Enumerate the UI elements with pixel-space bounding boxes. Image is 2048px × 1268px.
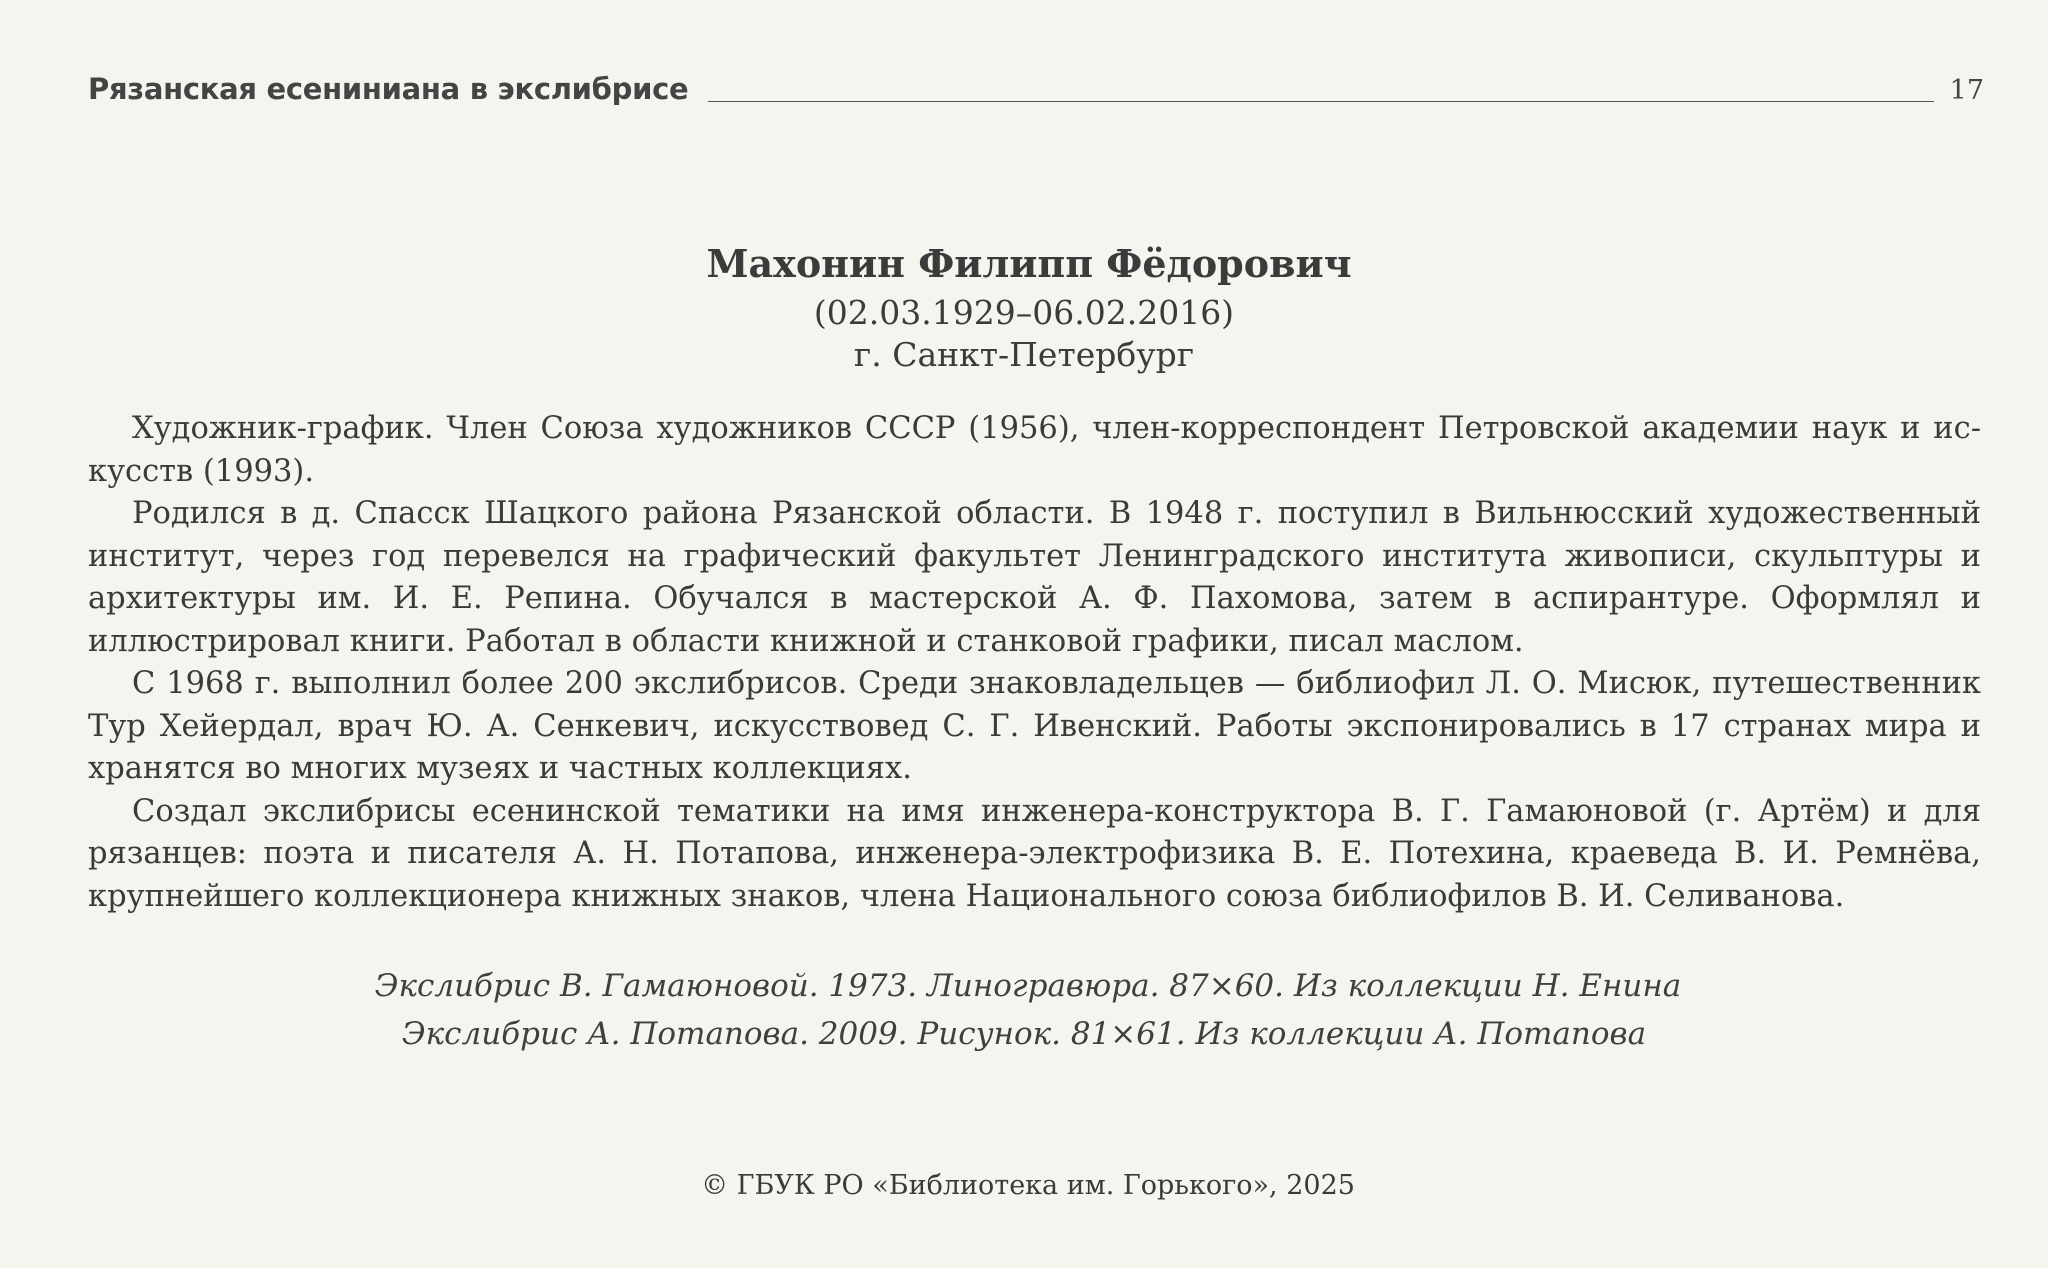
bio-paragraph: С 1968 г. выполнил более 200 экслибрисов. Среди знаковладельцев — библиофил Л. О. Мисюк, путешественник Тур Хейердал, врач Ю. А. Сенкевич, искусствовед С. Г. Ивенский. Работы экспонировались в 17 странах мира и хранятся во многих музеях и частных коллекциях.: [88, 666, 1981, 786]
image-captions: [0, 962, 2048, 1058]
caption-potapov: Экслибрис А. Потапова. 2009. Рисунок. 81×61. Из коллекции А. Потапова: [401, 1016, 1647, 1052]
biography: [88, 408, 1981, 918]
bio-paragraph: Художник-график. Член Союза художников СССР (1956), член-корреспондент Петровской академии наук и искусств (1993).: [88, 411, 1981, 489]
bio-paragraph: Создал экслибрисы есенинской тематики на имя инженера-конструктора В. Г. Гамаюновой (г. Артём) и для рязанцев: поэта и писателя А. Н. Потапова, инженера-электрофизика В. Е. Потехина, краеведа В. И. Ремнёва, крупнейшего коллекционера книжных знаков, члена Национального союза библиофилов В. И. Селиванова.: [88, 793, 1981, 914]
copyright-footer: © ГБУК РО «Библиотека им. Горького», 2025: [701, 1170, 1355, 1201]
page-number: 17: [1949, 75, 1984, 106]
header-rule: [708, 101, 1933, 102]
author-city: г. Санкт-Петербург: [853, 335, 1195, 374]
author-heading: [0, 236, 2048, 376]
bio-paragraph: Родился в д. Спасск Шацкого района Рязанской области. В 1948 г. поступил в Вильнюсский художественный институт, через год перевелся на графический факультет Ленинградского института живописи, скульптуры и архитектуры им. И. Е. Репина. Обучался в мастерской А. Ф. Пахомова, затем в аспирантуре. Оформлял и иллюстрировал книги. Работал в области книжной и станковой графики, писал маслом.: [88, 496, 1981, 659]
author-name: Махонин Филипп Фёдорович: [706, 241, 1352, 286]
caption-gamayunova: Экслибрис В. Гамаюновой. 1973. Линогравюра. 87×60. Из коллекции Н. Енина: [374, 968, 1682, 1004]
running-header: [88, 66, 1984, 106]
running-title: Рязанская есениниана в экслибрисе: [88, 72, 689, 106]
author-dates: (02.03.1929–06.02.2016): [813, 293, 1235, 332]
